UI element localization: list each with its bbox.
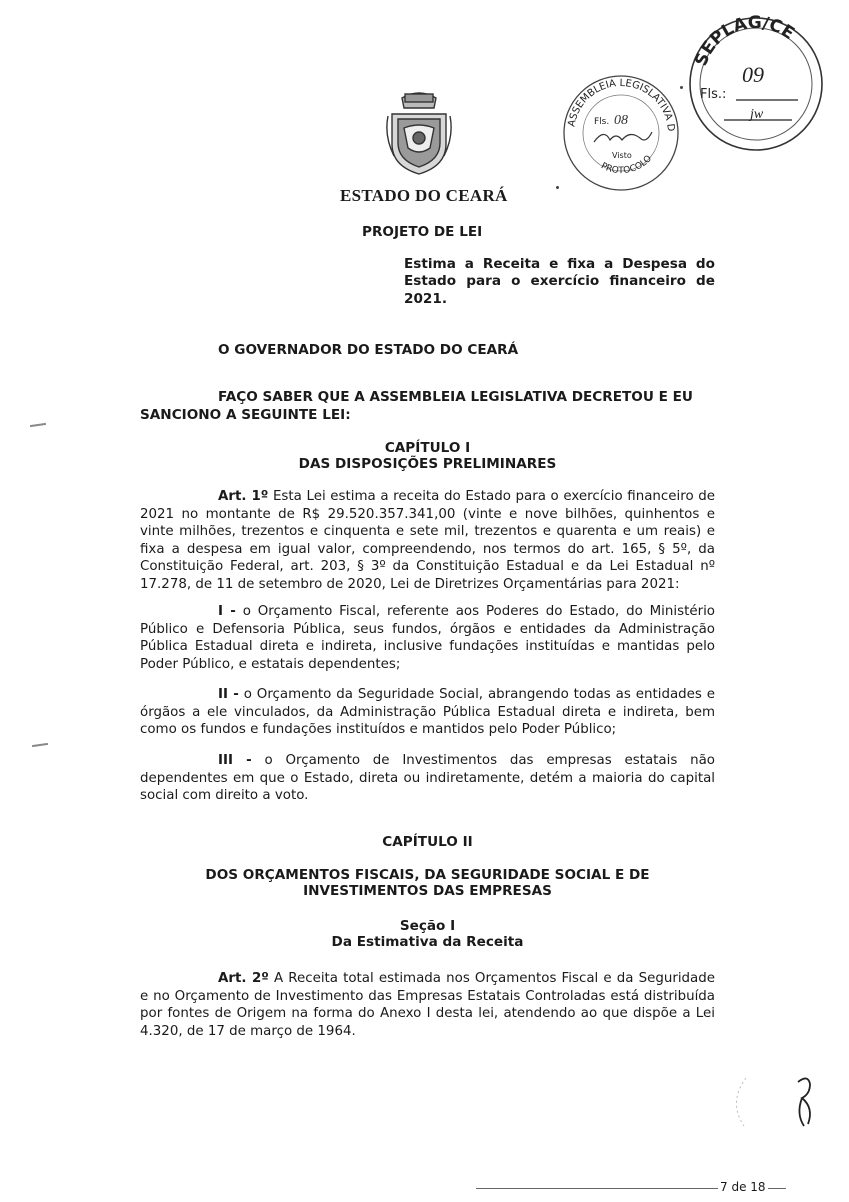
assembleia-protocol-stamp xyxy=(560,72,682,194)
chapter-1-subtitle: DAS DISPOSIÇÕES PRELIMINARES xyxy=(298,456,557,472)
assembleia-visto-label: Visto xyxy=(612,151,632,160)
enactment-line-1: FAÇO SABER QUE A ASSEMBLEIA LEGISLATIVA DECRETOU E EU xyxy=(218,389,693,405)
state-title: ESTADO DO CEARÁ xyxy=(340,186,508,205)
enactment-clause xyxy=(140,389,715,424)
seplag-fls-label: Fls.: xyxy=(700,87,727,102)
article-2-label: Art. 2º xyxy=(218,971,269,986)
inciso-3-text: o Orçamento de Investimentos das empresas estatais não dependentes em que o Estado, direta ou indiretamente, detém a maioria do capital social com direito a voto. xyxy=(140,753,715,804)
assembleia-stamp-bottom-text: PROTOCOLO xyxy=(599,153,655,177)
rubric-signature xyxy=(724,1068,824,1136)
section-1-subtitle: Da Estimativa da Receita xyxy=(331,934,524,950)
article-2 xyxy=(140,970,715,1040)
margin-mark xyxy=(32,743,48,747)
chapter-2-subtitle-line-1: DOS ORÇAMENTOS FISCAIS, DA SEGURIDADE SOCIAL E DE xyxy=(205,867,650,883)
ceara-coat-of-arms xyxy=(380,86,458,178)
inciso-2-label: II - xyxy=(218,687,239,702)
governor-line: O GOVERNADOR DO ESTADO DO CEARÁ xyxy=(218,342,519,358)
chapter-1-heading xyxy=(140,440,715,472)
assembleia-fls-label: Fls. xyxy=(594,117,610,127)
doc-type: PROJETO DE LEI xyxy=(362,224,483,240)
article-1 xyxy=(140,488,715,594)
margin-mark xyxy=(30,423,46,427)
ementa: Estima a Receita e fixa a Despesa do Estado para o exercício financeiro de 2021. xyxy=(404,256,715,307)
seplag-stamp-label: SEPLAG/CE xyxy=(691,14,798,69)
enactment-line-2: SANCIONO A SEGUINTE LEI: xyxy=(140,406,351,423)
article-1-label: Art. 1º xyxy=(218,489,269,504)
inciso-3-label: III - xyxy=(218,753,252,768)
inciso-2 xyxy=(140,686,715,739)
article-1-text: Esta Lei estima a receita do Estado para o exercício financeiro de 2021 no montante de R$ 29.520.357.341,00 (vinte e nove bilhões, quinhentos e vinte milhões, trezentos e cinquenta e sete mil, trezentos e quarenta e um reais) e fixa a despesa em igual valor, compreendendo, nos termos do art. 165, § 5º, da Constituição Federal, art. 203, § 3º da Constituição Estadual e da Lei Estadual nº 17.278, de 11 de setembro de 2020, Lei de Diretrizes Orçamentárias para 2021: xyxy=(140,489,715,592)
chapter-2-title: CAPÍTULO II xyxy=(382,834,473,850)
seplag-stamp xyxy=(686,14,826,154)
speck xyxy=(556,186,559,189)
chapter-1-title: CAPÍTULO I xyxy=(384,440,471,456)
chapter-2-subtitle-line-2: INVESTIMENTOS DAS EMPRESAS xyxy=(303,883,552,899)
page-number: 7 de 18 xyxy=(720,1180,766,1194)
seplag-fls-value: 09 xyxy=(742,62,764,87)
section-1-title: Seção I xyxy=(399,918,456,934)
assembleia-fls-value: 08 xyxy=(614,113,628,128)
speck xyxy=(680,86,683,89)
inciso-1-label: I - xyxy=(218,604,236,619)
seplag-initials: jw xyxy=(750,107,764,122)
inciso-2-text: o Orçamento da Seguridade Social, abrangendo todas as entidades e órgãos a ele vinculados, da Administração Pública Estadual direta e indireta, bem como os fundos e fundações instituídos e mantidos pelo Poder Público; xyxy=(140,687,715,738)
inciso-1-text: o Orçamento Fiscal, referente aos Poderes do Estado, do Ministério Público e Defensoria Pública, seus fundos, órgãos e entidades da Administração Pública Estadual direta e indireta, inclusive fundações instituídas e mantidas pelo Poder Público, e estatais dependentes; xyxy=(140,604,715,672)
inciso-3 xyxy=(140,752,715,805)
assembleia-signature xyxy=(594,132,652,142)
section-1-heading xyxy=(140,918,715,950)
assembleia-stamp-top-text: ASSEMBLEIA LEGISLATIVA D xyxy=(566,77,677,133)
article-2-text: A Receita total estimada nos Orçamentos Fiscal e da Seguridade e no Orçamento de Investimento das Empresas Estatais Controladas está distribuída por fontes de Origem na forma do Anexo I desta lei, atendendo ao que dispõe a Lei 4.320, de 17 de março de 1964. xyxy=(140,971,715,1039)
chapter-2-subtitle xyxy=(140,867,715,899)
inciso-1 xyxy=(140,603,715,673)
